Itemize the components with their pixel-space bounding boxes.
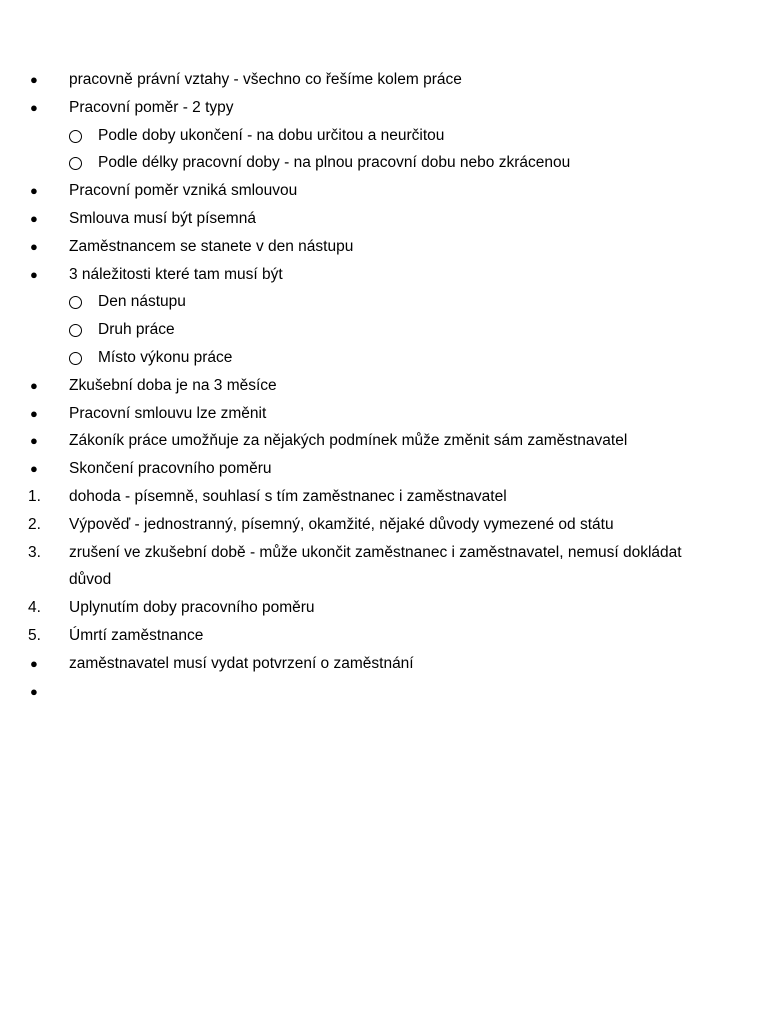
list-item-text: Zákoník práce umožňuje za nějakých podmínek může změnit sám zaměstnavatel: [69, 432, 628, 450]
list-item: [0, 622, 768, 650]
bullet-icon: ●: [30, 266, 38, 282]
list-number: 5.: [28, 626, 41, 644]
list-item: [0, 539, 768, 567]
list-item: [0, 261, 768, 289]
list-item: [0, 594, 768, 622]
list-item: [0, 288, 768, 316]
list-item-text: Pracovní poměr - 2 typy: [69, 98, 234, 116]
list-item-text: Uplynutím doby pracovního poměru: [69, 599, 315, 617]
hollow-circle-icon: [69, 352, 82, 365]
list-number: 4.: [28, 599, 41, 617]
list-item: [0, 427, 768, 455]
list-item: [0, 316, 768, 344]
list-item: [0, 344, 768, 372]
list-item-text: Pracovní poměr vzniká smlouvou: [69, 182, 298, 200]
list-item-text: Podle délky pracovní doby - na plnou pracovní dobu nebo zkrácenou: [98, 154, 571, 172]
bullet-icon: ●: [30, 683, 38, 699]
bullet-icon: ●: [30, 183, 38, 199]
list-item-text: Pracovní smlouvu lze změnit: [69, 404, 267, 422]
list-item: [0, 400, 768, 428]
list-item: [0, 177, 768, 205]
list-item-text: Smlouva musí být písemná: [69, 209, 256, 227]
list-item: [0, 122, 768, 150]
bullet-icon: ●: [30, 461, 38, 477]
hollow-circle-icon: [69, 324, 82, 337]
list-number: 1.: [28, 487, 41, 505]
bullet-icon: ●: [30, 99, 38, 115]
list-item-text: pracovně právní vztahy - všechno co řešíme kolem práce: [69, 71, 462, 88]
hollow-circle-icon: [69, 157, 82, 170]
list-item: [0, 455, 768, 483]
list-item: [0, 650, 768, 678]
bullet-icon: ●: [30, 655, 38, 671]
list-item-text: Skončení pracovního poměru: [69, 460, 272, 478]
list-item-text: důvod: [69, 571, 112, 589]
list-item: [0, 149, 768, 177]
list-item-text: Podle doby ukončení - na dobu určitou a neurčitou: [98, 126, 445, 144]
list-item: [0, 233, 768, 261]
bullet-icon: ●: [30, 238, 38, 254]
hollow-circle-icon: [69, 296, 82, 309]
document-page: [0, 66, 768, 705]
list-item-text: Zaměstnancem se stanete v den nástupu: [69, 237, 354, 255]
list-item: [0, 678, 768, 706]
bullet-icon: ●: [30, 405, 38, 421]
list-item-text: Výpověď - jednostranný, písemný, okamžité, nějaké důvody vymezené od státu: [69, 515, 614, 533]
list-item-text: Druh práce: [98, 321, 175, 339]
bullet-icon: ●: [30, 377, 38, 393]
hollow-circle-icon: [69, 130, 82, 143]
bullet-icon: ●: [30, 433, 38, 449]
list-item: [0, 205, 768, 233]
list-item-text: 3 náležitosti které tam musí být: [69, 265, 283, 283]
list-item-text: dohoda - písemně, souhlasí s tím zaměstnanec i zaměstnavatel: [69, 487, 507, 505]
list-item-text: Den nástupu: [98, 293, 186, 311]
list-number: 3.: [28, 543, 41, 561]
list-item-text: zaměstnavatel musí vydat potvrzení o zaměstnání: [69, 654, 414, 672]
list-item: [0, 94, 768, 122]
list-item: [0, 66, 768, 94]
list-item: [0, 372, 768, 400]
list-item: [0, 483, 768, 511]
list-number: 2.: [28, 515, 41, 533]
list-item-text: zrušení ve zkušební době - může ukončit zaměstnanec i zaměstnavatel, nemusí dokládat: [69, 543, 682, 561]
list-item-text: Úmrtí zaměstnance: [69, 626, 204, 644]
list-item-text: Místo výkonu práce: [98, 348, 233, 366]
list-item: [0, 566, 768, 594]
bullet-icon: ●: [30, 72, 38, 87]
list-item-text: Zkušební doba je na 3 měsíce: [69, 376, 277, 394]
bullet-icon: ●: [30, 210, 38, 226]
list-item: [0, 511, 768, 539]
